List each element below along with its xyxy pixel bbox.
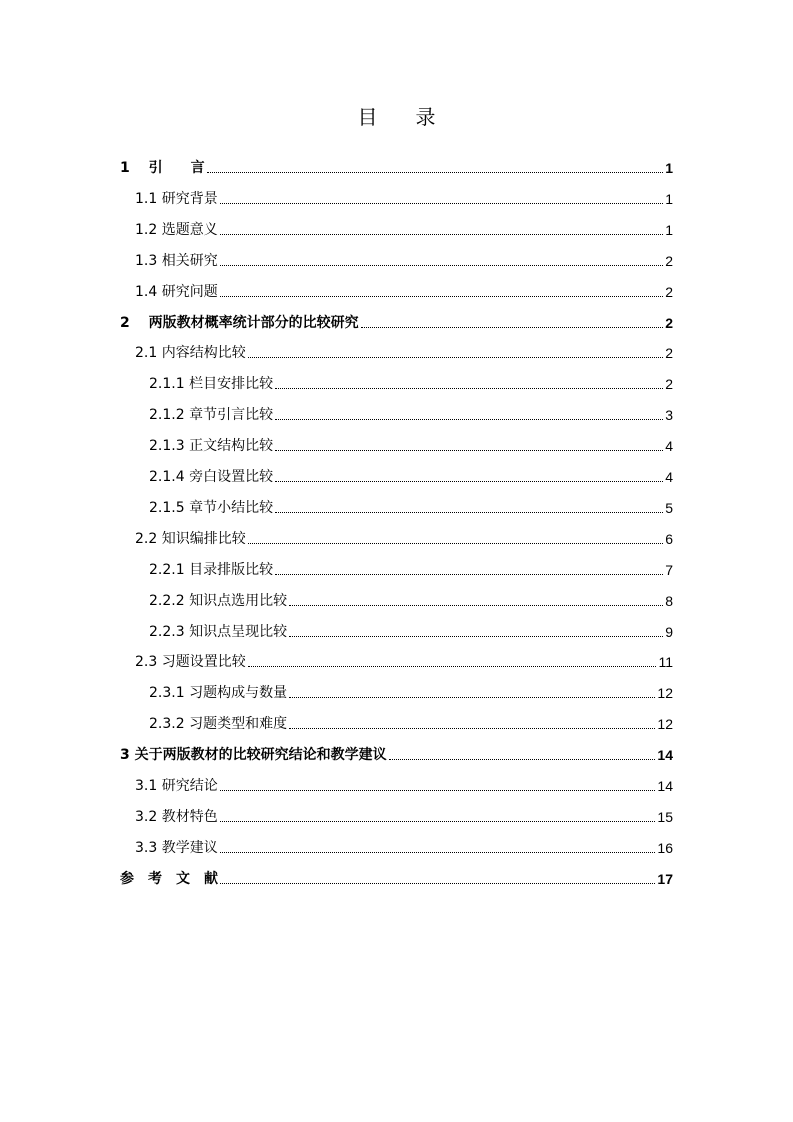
toc-entry[interactable] [149,713,673,735]
toc-leader-dots [289,605,663,606]
toc-entry[interactable] [135,837,673,859]
toc-entry-label: 1 引 言 [120,160,205,176]
toc-entry[interactable] [135,775,673,797]
toc-entry-page: 2 [665,284,673,300]
toc-entry-page: 11 [658,654,673,670]
toc-leader-dots [220,265,663,266]
toc-leader-dots [220,296,663,297]
toc-entry-page: 17 [657,871,673,887]
toc-entry-label: 参 考 文 献 [120,871,218,887]
toc-leader-dots [289,636,663,637]
toc-entry[interactable] [149,682,673,704]
toc-entry[interactable] [149,590,673,612]
toc-entry-page: 2 [665,315,673,331]
toc-leader-dots [275,419,663,420]
toc-entry[interactable] [120,744,673,766]
toc-entry[interactable] [120,868,673,890]
toc-leader-dots [248,357,663,358]
toc-entry-page: 8 [665,593,673,609]
toc-entry-page: 12 [657,716,673,732]
toc-title-char-2: 录 [415,105,436,129]
toc-entry-label: 1.3 相关研究 [135,253,218,269]
toc-entry[interactable] [149,559,673,581]
toc-entry-page: 12 [657,685,673,701]
toc-entry-label: 2.1.2 章节引言比较 [149,407,274,423]
toc-leader-dots [248,666,657,667]
toc-entry-page: 5 [665,500,673,516]
toc-entry-label: 2.3 习题设置比较 [135,654,246,670]
toc-entry-page: 2 [665,253,673,269]
toc-entry-page: 4 [665,469,673,485]
toc-entry[interactable] [149,373,673,395]
toc-leader-dots [248,543,663,544]
toc-entry-page: 2 [665,345,673,361]
toc-entry-page: 6 [665,531,673,547]
toc-entry-label: 1.4 研究问题 [135,284,218,300]
toc-entry-label: 2.1.1 栏目安排比较 [149,376,274,392]
toc-entry[interactable] [149,435,673,457]
toc-entry-page: 7 [665,562,673,578]
toc-leader-dots [361,327,664,328]
toc-leader-dots [220,203,663,204]
toc-entry-page: 3 [665,407,673,423]
toc-entry-page: 15 [657,809,673,825]
toc-entry-label: 2 两版教材概率统计部分的比较研究 [120,315,359,331]
toc-leader-dots [220,852,656,853]
toc-entry-label: 3.2 教材特色 [135,809,218,825]
toc-entry-page: 1 [665,222,673,238]
toc-leader-dots [220,790,656,791]
toc-leader-dots [220,821,656,822]
toc-entry-page: 14 [657,778,673,794]
toc-title [0,104,793,130]
toc-leader-dots [389,759,656,760]
toc-entry[interactable] [135,250,673,272]
toc-entry[interactable] [149,621,673,643]
toc-entry[interactable] [135,219,673,241]
toc-entry[interactable] [135,281,673,303]
toc-leader-dots [289,728,655,729]
toc-entry-label: 2.1.4 旁白设置比较 [149,469,274,485]
toc-entry-page: 14 [657,747,673,763]
toc-leader-dots [275,388,663,389]
toc-leader-dots [275,481,663,482]
toc-entry[interactable] [135,806,673,828]
toc-entry[interactable] [135,188,673,210]
toc-entry-label: 1.2 选题意义 [135,222,218,238]
toc-entry-label: 2.2.2 知识点选用比较 [149,593,288,609]
toc-entry-label: 3 关于两版教材的比较研究结论和教学建议 [120,747,387,763]
toc-leader-dots [220,883,655,884]
toc-entry[interactable] [135,342,673,364]
toc-entry-page: 1 [665,191,673,207]
toc-entry-label: 2.3.2 习题类型和难度 [149,716,288,732]
toc-leader-dots [275,574,663,575]
toc-entry-label: 2.2 知识编排比较 [135,531,246,547]
toc-entry[interactable] [120,312,673,334]
toc-entry[interactable] [120,157,673,179]
toc-entry[interactable] [149,497,673,519]
toc-leader-dots [207,172,664,173]
toc-entry-label: 1.1 研究背景 [135,191,218,207]
toc-entry-label: 2.2.1 目录排版比较 [149,562,274,578]
toc-entry-page: 9 [665,624,673,640]
toc-entry[interactable] [135,651,673,673]
toc-entry-label: 2.1.5 章节小结比较 [149,500,274,516]
toc-entry-page: 4 [665,438,673,454]
toc-entry-label: 2.1 内容结构比较 [135,345,246,361]
toc-entry-page: 2 [665,376,673,392]
toc-entry-label: 3.1 研究结论 [135,778,218,794]
toc-entry[interactable] [149,466,673,488]
toc-entry-page: 16 [657,840,673,856]
toc-leader-dots [275,512,663,513]
toc-entry-label: 2.2.3 知识点呈现比较 [149,624,288,640]
toc-leader-dots [220,234,663,235]
toc-entry-label: 3.3 教学建议 [135,840,218,856]
toc-entry-page: 1 [665,160,673,176]
toc-entry-label: 2.1.3 正文结构比较 [149,438,274,454]
toc-title-char-1: 目 [357,105,378,129]
toc-entry[interactable] [135,528,673,550]
toc-leader-dots [289,697,655,698]
toc-entry[interactable] [149,404,673,426]
toc-leader-dots [275,450,663,451]
toc-entry-label: 2.3.1 习题构成与数量 [149,685,288,701]
